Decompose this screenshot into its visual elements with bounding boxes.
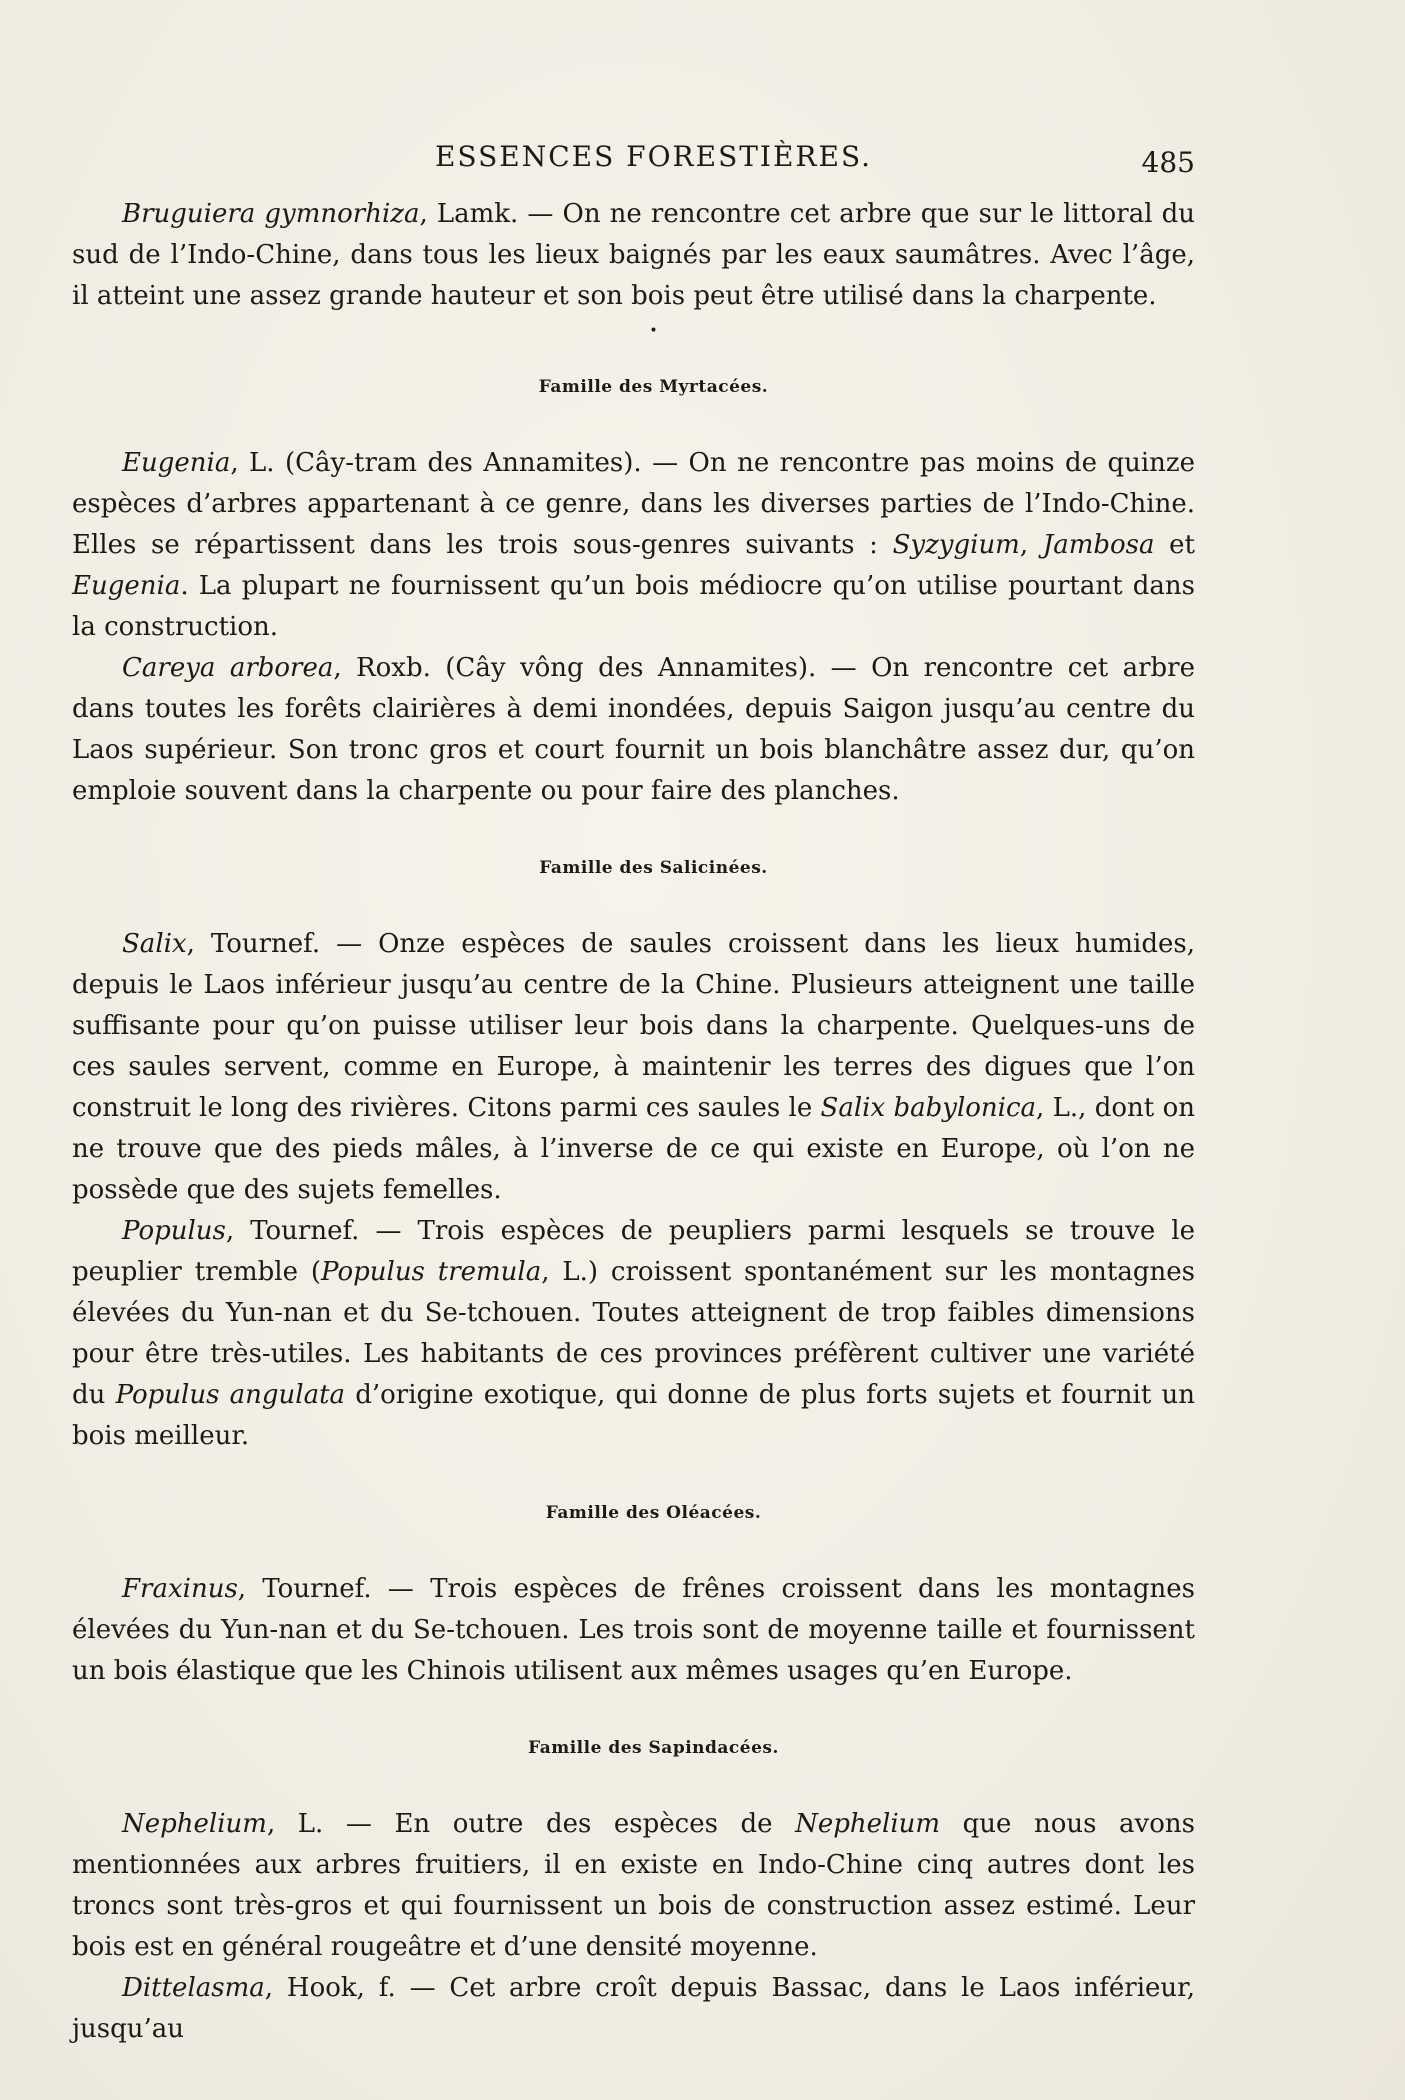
genus-name: Salix [122,929,187,959]
separator: et [1154,530,1195,560]
stray-dot-mark: • [649,323,658,339]
entry-text: , Hook, f. — Cet arbre croît depuis Bassac, dans le Laos inférieur, jusqu’au [72,1973,1195,2044]
family-heading-oleacees: Famille des Oléacées. [545,1503,762,1523]
entry-text: , L.) croissent spontanément sur les montagnes élevées du Yun-nan et du Se-tchouen. Toutes atteignent de trop faibles dimensions pour être très-utiles. Les habitants de ces provinces préfèrent cultiver une variété du [72,1257,1195,1410]
separator: , [1019,530,1043,560]
entry-salix [72,924,1195,1211]
entry-text: , Tournef. — Onze espèces de saules croissent dans les lieux humides, depuis le Laos inférieur jusqu’au centre de la Chine. Plusieurs atteignent une taille suffisante pour qu’on puisse utiliser leur bois dans la charpente. Quelques-uns de ces saules servent, comme en Europe, à maintenir les terres des digues que l’on construit le long des rivières. Citons parmi ces saules le [72,929,1195,1123]
entry-eugenia [72,443,1195,648]
genus-name: Dittelasma [122,1973,265,2003]
subgenus-name: Syzygium [892,530,1020,560]
species-name: Salix babylonica [820,1093,1037,1123]
subgenus-name: Eugenia [72,571,181,601]
species-name: Populus tremula [321,1257,542,1287]
family-heading-myrtacees: Famille des Myrtacées. [538,377,769,397]
entry-text: , Lamk. — On ne rencontre cet arbre que sur le littoral du sud de l’Indo-Chine, dans tous les lieux baignés par les eaux saumâtres. Avec l’âge, il atteint une assez grande hauteur et son bois peut être utilisé dans la charpente. [72,199,1196,311]
entry-text: . La plupart ne fournissent qu’un bois médiocre qu’on utilise pourtant dans la construction. [72,571,1195,642]
entry-text: , Tournef. — Trois espèces de frênes croissent dans les montagnes élevées du Yun-nan et du Se-tchouen. Les trois sont de moyenne taille et fournissent un bois élastique que les Chinois utilisent aux mêmes usages qu’en Europe. [72,1574,1195,1686]
genus-name: Fraxinus [122,1574,238,1604]
entry-text: , L. (Cây-tram des Annamites). — On ne rencontre pas moins de quinze espèces d’arbres appartenant à ce genre, dans les diverses parties de l’Indo-Chine. Elles se répartissent dans les trois sous-genres suivants : [72,448,1195,560]
entry-text: d’origine exotique, qui donne de plus forts sujets et fournit un bois meilleur. [72,1380,1195,1451]
genus-name: Bruguiera gymnorhiza [122,199,420,229]
entry-populus [72,1211,1195,1457]
genus-name: Careya arborea [122,653,334,683]
entry-text: que nous avons mentionnées aux arbres fruitiers, il en existe en Indo-Chine cinq autres dont les troncs sont très-gros et qui fournissent un bois de construction assez estimé. Leur bois est en général rougeâtre et d’une densité moyenne. [72,1809,1195,1962]
subgenus-name: Jambosa [1042,530,1155,560]
genus-name: Eugenia [122,448,231,478]
entry-text: , L., dont on ne trouve que des pieds mâles, à l’inverse de ce qui existe en Europe, où l’on ne possède que des sujets femelles. [72,1093,1195,1205]
entry-text: , Roxb. (Cây vông des Annamites). — On rencontre cet arbre dans toutes les forêts clairières à demi inondées, depuis Saigon jusqu’au centre du Laos supérieur. Son tronc gros et court fournit un bois blanchâtre assez dur, qu’on emploie souvent dans la charpente ou pour faire des planches. [72,653,1195,806]
entry-text: , L. — En outre des espèces de [266,1809,796,1839]
entry-careya [72,648,1195,812]
genus-name: Populus [122,1216,226,1246]
family-heading-salicinees: Famille des Salicinées. [539,858,768,878]
entry-fraxinus [72,1569,1195,1692]
species-name: Populus angulata [115,1380,346,1410]
family-heading-sapindacees: Famille des Sapindacées. [528,1738,779,1758]
genus-name: Nephelium [122,1809,267,1839]
running-title: ESSENCES FORESTIÈRES. [434,140,873,173]
entry-bruguiera [72,194,1195,317]
page-header [72,140,1195,184]
entry-dittelasma [72,1968,1195,2050]
entry-text: , Tournef. — Trois espèces de peupliers parmi lesquels se trouve le peuplier tremble ( [72,1216,1195,1287]
page-number: 485 [1141,146,1195,179]
entry-nephelium [72,1804,1195,1968]
genus-name: Nephelium [795,1809,941,1839]
